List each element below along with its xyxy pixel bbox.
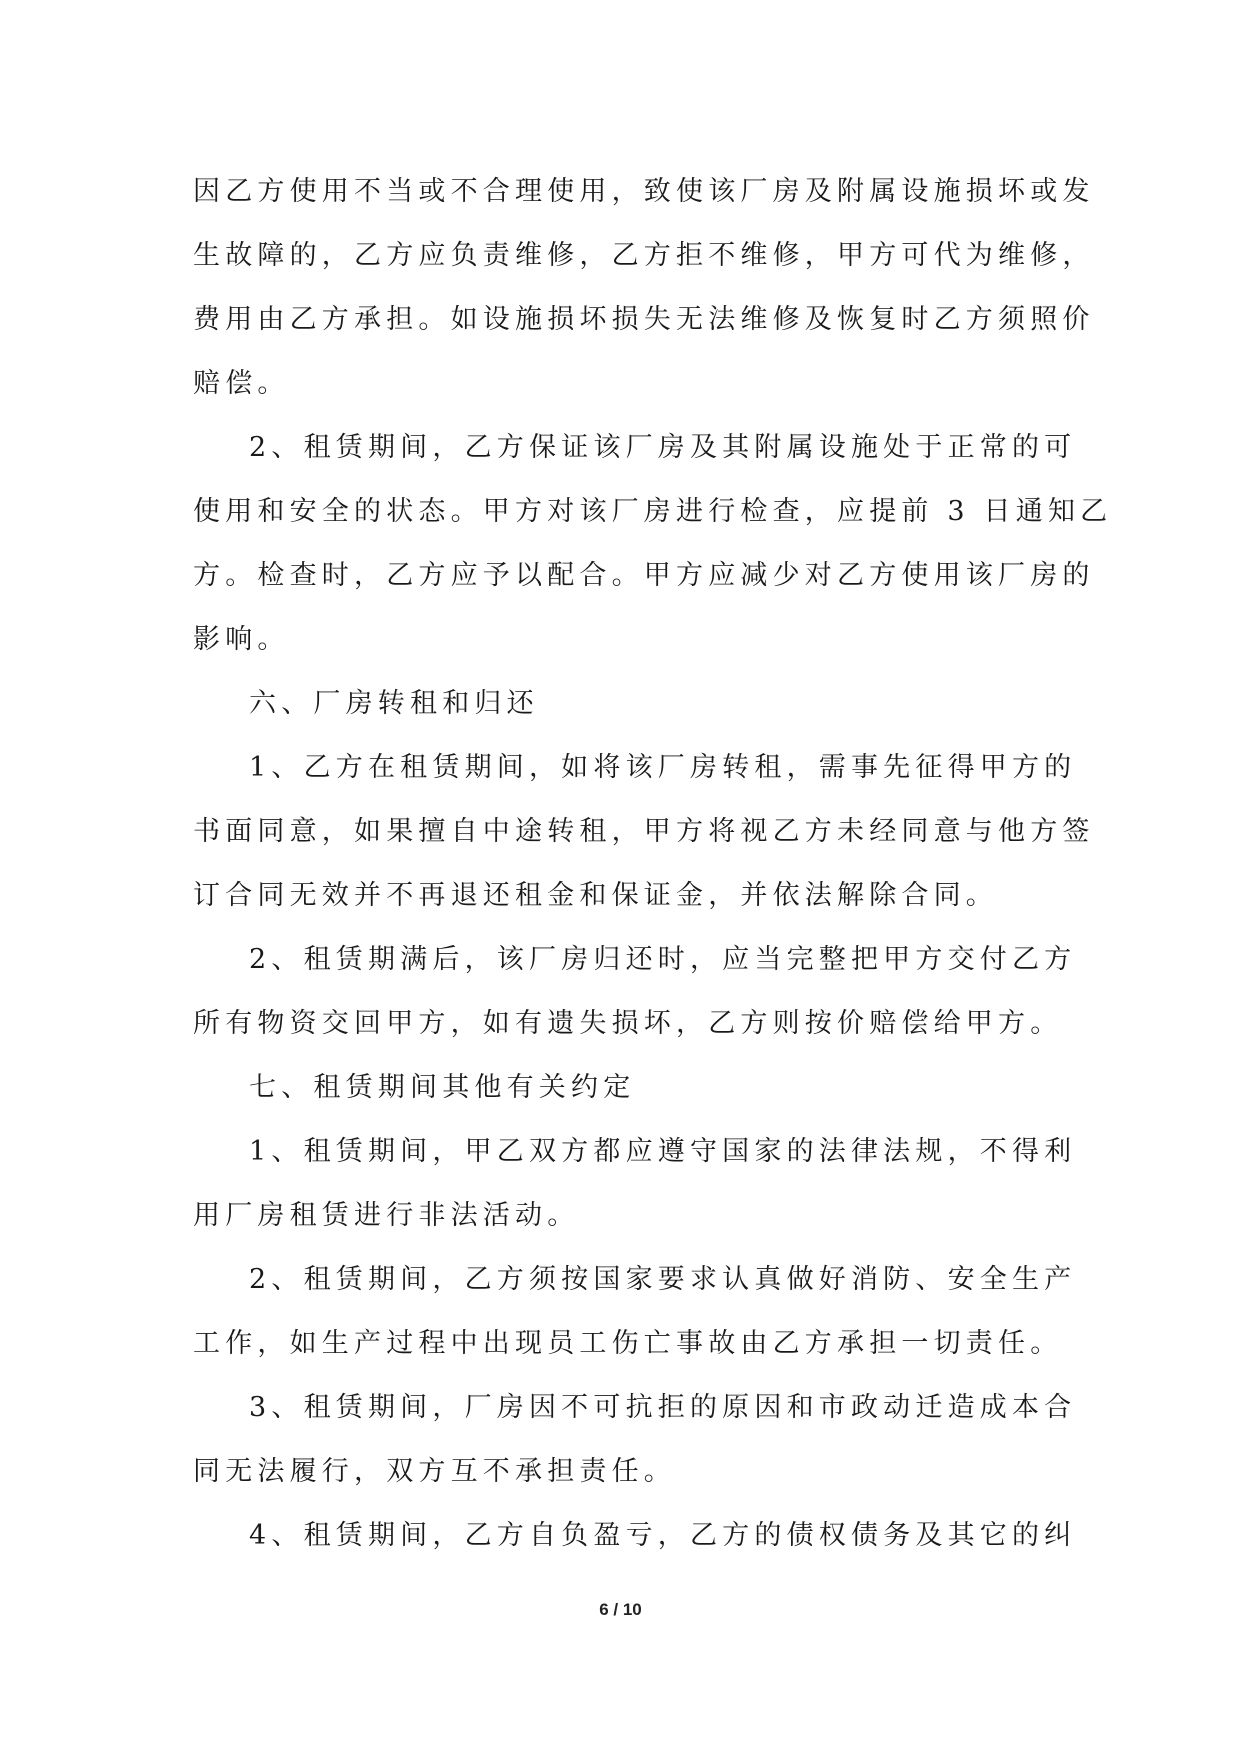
text-line: 1、租赁期间，甲乙双方都应遵守国家的法律法规，不得利 — [249, 1136, 1077, 1167]
paragraph — [193, 416, 1113, 672]
paragraph — [193, 1376, 1077, 1504]
paragraph — [193, 1504, 1077, 1568]
text-line: 用厂房租赁进行非法活动。 — [193, 1200, 580, 1231]
text-line: 3、租赁期间，厂房因不可抗拒的原因和市政动迁造成本合 — [249, 1392, 1077, 1423]
text-line: 费用由乙方承担。如设施损坏损失无法维修及恢复时乙方须照价 — [193, 304, 1095, 335]
paragraph — [193, 736, 1095, 928]
paragraph — [193, 928, 1077, 1056]
section-heading — [193, 1056, 1055, 1120]
text-line: 方。检查时，乙方应予以配合。甲方应减少对乙方使用该厂房的 — [193, 560, 1095, 591]
text-line: 所有物资交回甲方，如有遗失损坏，乙方则按价赔偿给甲方。 — [193, 1008, 1063, 1039]
paragraph — [193, 1120, 1077, 1248]
text-line: 同无法履行，双方互不承担责任。 — [193, 1456, 676, 1487]
text-line: 1、乙方在租赁期间，如将该厂房转租，需事先征得甲方的 — [249, 752, 1077, 783]
text-line: 书面同意，如果擅自中途转租，甲方将视乙方未经同意与他方签 — [193, 816, 1095, 847]
text-line: 订合同无效并不再退还租金和保证金，并依法解除合同。 — [193, 880, 998, 911]
section-heading — [193, 672, 1055, 736]
paragraph — [193, 160, 1095, 416]
page-number: 6 / 10 — [599, 1600, 642, 1619]
text-line: 影响。 — [193, 624, 290, 655]
text-line: 使用和安全的状态。甲方对该厂房进行检查，应提前 3 日通知乙 — [193, 496, 1113, 527]
text-line: 2、租赁期满后，该厂房归还时，应当完整把甲方交付乙方 — [249, 944, 1077, 975]
paragraph — [193, 1248, 1077, 1376]
document-body — [193, 160, 1113, 1568]
section-heading-text: 六、厂房转租和归还 — [249, 688, 539, 719]
text-line: 2、租赁期间，乙方须按国家要求认真做好消防、安全生产 — [249, 1264, 1077, 1295]
text-line: 4、租赁期间，乙方自负盈亏，乙方的债权债务及其它的纠 — [249, 1520, 1077, 1551]
text-line: 工作，如生产过程中出现员工伤亡事故由乙方承担一切责任。 — [193, 1328, 1063, 1359]
text-line: 赔偿。 — [193, 368, 290, 399]
text-line: 生故障的，乙方应负责维修，乙方拒不维修，甲方可代为维修， — [193, 240, 1095, 271]
section-heading-text: 七、租赁期间其他有关约定 — [249, 1072, 636, 1103]
text-line: 因乙方使用不当或不合理使用，致使该厂房及附属设施损坏或发 — [193, 176, 1095, 207]
text-line: 2、租赁期间，乙方保证该厂房及其附属设施处于正常的可 — [249, 432, 1077, 463]
